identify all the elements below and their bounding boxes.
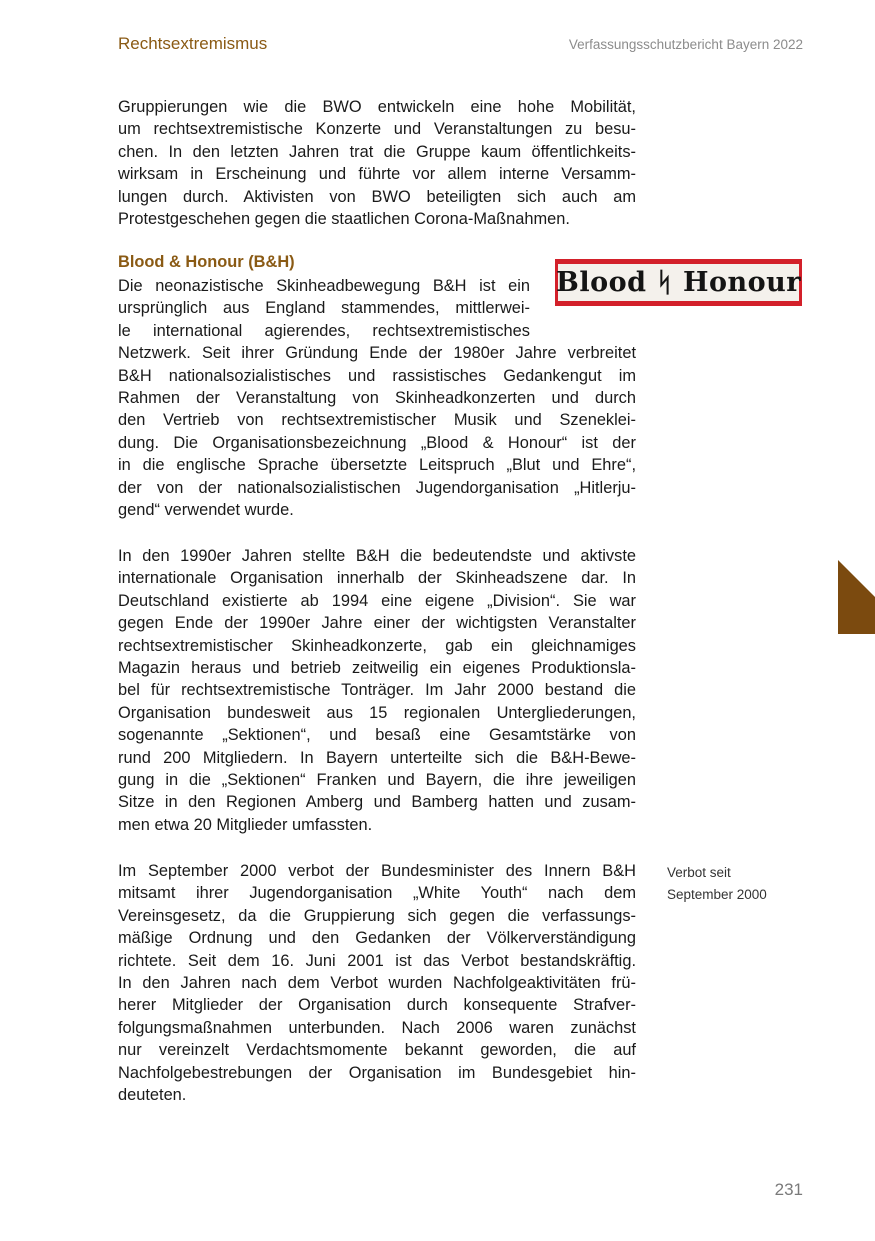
text-line: der von der nationalsozialistischen Jugendorganisation „Hitlerju- <box>118 478 636 497</box>
margin-note-line: Verbot seit <box>667 865 731 880</box>
text-line: ursprünglich aus England stammendes, mittlerwei- <box>118 299 530 318</box>
text-line: Die neonazistische Skinheadbewegung B&H ist ein <box>118 277 530 295</box>
margin-note <box>667 862 767 906</box>
chapter-tab-shape <box>838 560 875 634</box>
text-line: internationale Organisation innerhalb der Skinheadszene dar. In <box>118 569 636 588</box>
text-line: um rechtsextremistische Konzerte und Veranstaltungen zu besu- <box>118 120 636 139</box>
text-line: folgungsmaßnahmen unterbunden. Nach 2006 waren zunächst <box>118 1018 636 1037</box>
section-heading: Blood & Honour (B&H) <box>118 253 295 271</box>
page-number: 231 <box>774 1180 803 1199</box>
text-line: Sitze in den Regionen Amberg und Bamberg hatten und zusam- <box>118 793 636 812</box>
text-line: rund 200 Mitgliedern. In Bayern unterteilte sich die B&H-Bewe- <box>118 748 636 767</box>
paragraph-ban <box>118 860 636 1106</box>
text-line: mäßige Ordnung und den Gedanken der Völkerverständigung <box>118 929 636 948</box>
text-line: Rahmen der Veranstaltung von Skinheadkonzerten und durch <box>118 389 636 408</box>
chapter-tab-marker <box>838 560 875 634</box>
text-line: den Vertrieb von rechtsextremistischer Musik und Szeneklei- <box>118 411 636 430</box>
intro-paragraph <box>118 96 636 230</box>
text-line: Nachfolgebestrebungen der Organisation im Bundesgebiet hin- <box>118 1063 636 1082</box>
text-line: herer Mitglieder der Organisation durch konsequente Strafver- <box>118 996 636 1015</box>
text-line: Gruppierungen wie die BWO entwickeln eine hohe Mobilität, <box>118 98 636 116</box>
text-line: chen. In den letzten Jahren trat die Gruppe kaum öffentlichkeits- <box>118 142 636 161</box>
margin-note-line: September 2000 <box>667 887 767 902</box>
text-line: Deutschland existierte ab 1994 eine eigene „Division“. Sie war <box>118 591 636 610</box>
text-line: wirksam in Erscheinung und führte vor allem interne Versamm- <box>118 165 636 184</box>
text-line: gegen Ende der 1990er Jahre einer der wichtigsten Veranstalter <box>118 614 636 633</box>
text-line: gung in die „Sektionen“ Franken und Bayern, die ihre jeweiligen <box>118 771 636 790</box>
text-line: dung. Die Organisationsbezeichnung „Blood & Honour“ ist der <box>118 433 636 452</box>
text-line: bel für rechtsextremistische Tonträger. Im Jahr 2000 bestand die <box>118 681 636 700</box>
text-line: In den 1990er Jahren stellte B&H die bedeutendste und aktivste <box>118 547 636 565</box>
text-line: le international agierendes, rechtsextremistisches <box>118 321 530 340</box>
chapter-title: Rechtsextremismus <box>118 34 268 53</box>
paragraph-history <box>118 545 636 836</box>
text-line: Netzwerk. Seit ihrer Gründung Ende der 1980er Jahre verbreitet <box>118 344 636 363</box>
logo-text: Blood ᛋ Honour <box>556 267 801 298</box>
text-line: Protestgeschehen gegen die staatlichen Corona-Maßnahmen. <box>118 210 570 229</box>
text-line: Vereinsgesetz, da die Gruppierung sich gegen die verfassungs- <box>118 906 636 925</box>
publication-title: Verfassungsschutzbericht Bayern 2022 <box>568 37 803 52</box>
text-line: men etwa 20 Mitglieder umfassten. <box>118 815 373 834</box>
text-line: nur vereinzelt Verdachtsmomente bekannt geworden, die auf <box>118 1041 636 1060</box>
text-line: in die englische Sprache übersetzte Leitspruch „Blut und Ehre“, <box>118 456 636 475</box>
text-line: Magazin heraus und betrieb zeitweilig ein eigenes Produktionsla- <box>118 659 636 678</box>
text-line: lungen durch. Aktivisten von BWO beteiligten sich auch am <box>118 187 636 206</box>
paragraph-origin <box>118 275 636 521</box>
text-line: Organisation bundesweit aus 15 regionalen Untergliederungen, <box>118 703 636 722</box>
text-line: mitsamt ihrer Jugendorganisation „White Youth“ nach dem <box>118 884 636 903</box>
text-line: richtete. Seit dem 16. Juni 2001 ist das Verbot bestandskräftig. <box>118 951 636 970</box>
text-line: B&H nationalsozialistisches und rassistisches Gedankengut im <box>118 366 636 385</box>
text-line: rechtsextremistischer Skinheadkonzerte, gab ein gleichnamiges <box>118 636 636 655</box>
text-line: sogenannte „Sektionen“, und besaß eine Gesamtstärke von <box>118 726 636 745</box>
text-line: deuteten. <box>118 1086 187 1105</box>
text-line: Im September 2000 verbot der Bundesminister des Innern B&H <box>118 862 636 880</box>
text-line: gend“ verwendet wurde. <box>118 501 294 520</box>
text-line: In den Jahren nach dem Verbot wurden Nachfolgeaktivitäten frü- <box>118 974 636 993</box>
